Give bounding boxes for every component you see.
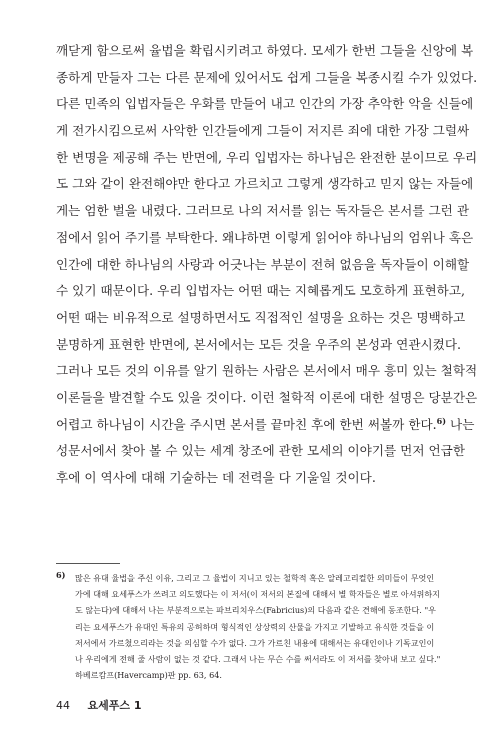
body-line: 이론들을 발견할 수도 있을 것이다. 이런 철학적 이론에 대한 설명은 당분간은	[56, 389, 478, 405]
footnote-line: 가에 대해 요세푸스가 쓰려고 의도했다는 이 저서(이 저서의 본질에 대해서 별 학자들은 별로 아셔위하지	[75, 589, 440, 600]
body-line: 종하게 만들자 그는 다른 문제에 있어서도 쉽게 그들을 복종시킬 수가 있었다.	[56, 69, 478, 85]
body-line: 도 그와 같이 완전해야만 한다고 가르치고 그렇게 생각하고 믿지 않는 자들에	[56, 176, 474, 192]
body-line: 게는 엄한 벌을 내렸다. 그러므로 나의 저서를 읽는 독자들은 본서를 그런 관	[56, 203, 470, 219]
footnote-block	[56, 570, 440, 683]
footnote-line: 많은 유대 율법을 주신 이유, 그리고 그 율법이 지니고 있는 철학적 혹은 알레고리컬한 의미들이 무엇인	[75, 573, 435, 583]
page-number: 44	[56, 699, 70, 712]
body-line-with-footnote-ref	[56, 412, 475, 439]
footnote-body	[75, 570, 440, 683]
body-line: 다른 민족의 입법자들은 우화를 만들어 내고 인간의 가장 추악한 악을 신들에	[56, 96, 474, 112]
body-line: 후에 이 역사에 대해 기술하는 데 전력을 다 기울일 것이다.	[56, 470, 376, 485]
footnote-line: 리는 요세푸스가 유대인 특유의 공허하며 형식적인 상상력의 산물을 가지고 기발하고 유식한 것들을 이	[75, 621, 435, 632]
body-line: 분명하게 표현한 반면에, 본서에서는 모든 것을 우주의 본성과 연관시켰다.	[56, 336, 461, 352]
body-line: 어떤 때는 비유적으로 설명하면서도 직접적인 설명을 요하는 것은 명백하고	[56, 309, 466, 325]
book-title: 요세푸스 1	[87, 699, 142, 712]
main-body-text	[56, 38, 478, 492]
body-line: 게 전가시킴으로써 사악한 인간들에게 그들이 저지른 죄에 대한 가장 그럴싸	[56, 123, 470, 139]
footnote-line: 도 않는다)에 대해서 나는 부분적으로는 파브리치우스(Fabricius)의 다음과 같은 견해에 동조한다. "우	[75, 605, 436, 616]
footnote-line: 저서에서 가르쳤으리라는 것을 의심할 수가 없다. 그가 가르친 내용에 대해서는 유대인이나 기독교인이	[75, 637, 435, 648]
body-line: 한 변명을 제공해 주는 반면에, 우리 입법자는 하나님은 완전한 분이므로 우리	[56, 149, 478, 165]
body-line: 깨닫게 함으로써 율법을 확립시키려고 하였다. 모세가 한번 그들을 신앙에 복	[56, 43, 474, 58]
body-line: 성문서에서 찾아 볼 수 있는 세계 창조에 관한 모세의 이야기를 먼저 언급한	[56, 443, 466, 459]
footnote-divider	[56, 563, 120, 564]
page-footer	[56, 697, 142, 713]
footnote-reference[interactable]: 6)	[436, 415, 447, 426]
footnote-line: 나 우리에게 전해 줄 사람이 없는 것 같다. 그래서 나는 무슨 수를 써서라도 이 저서를 찾아내 보고 싶다."	[75, 653, 441, 664]
body-line: 그러나 모든 것의 이유를 알기 원하는 사람은 본서에서 매우 흥미 있는 철학적	[56, 363, 478, 379]
body-line: 인간에 대한 하나님의 사랑과 어긋나는 부분이 전혀 없음을 독자들이 이해할	[56, 256, 470, 272]
body-line: 수 있기 때문이다. 우리 입법자는 어떤 때는 지혜롭게도 모호하게 표현하고,	[56, 283, 466, 299]
body-line-text: 어렵고 하나님이 시간을 주시면 본서를 끝마친 후에 한번 써볼까 한다.	[56, 416, 437, 432]
body-line-tail: 나는	[450, 416, 475, 432]
footnote-line: 하베르캄프(Havercamp)판 pp. 63, 64.	[75, 670, 222, 681]
body-line: 점에서 읽어 주기를 부탁한다. 왜냐하면 이렇게 읽어야 하나님의 엄위나 혹은	[56, 229, 474, 245]
footnote-number: 6)	[56, 570, 66, 580]
